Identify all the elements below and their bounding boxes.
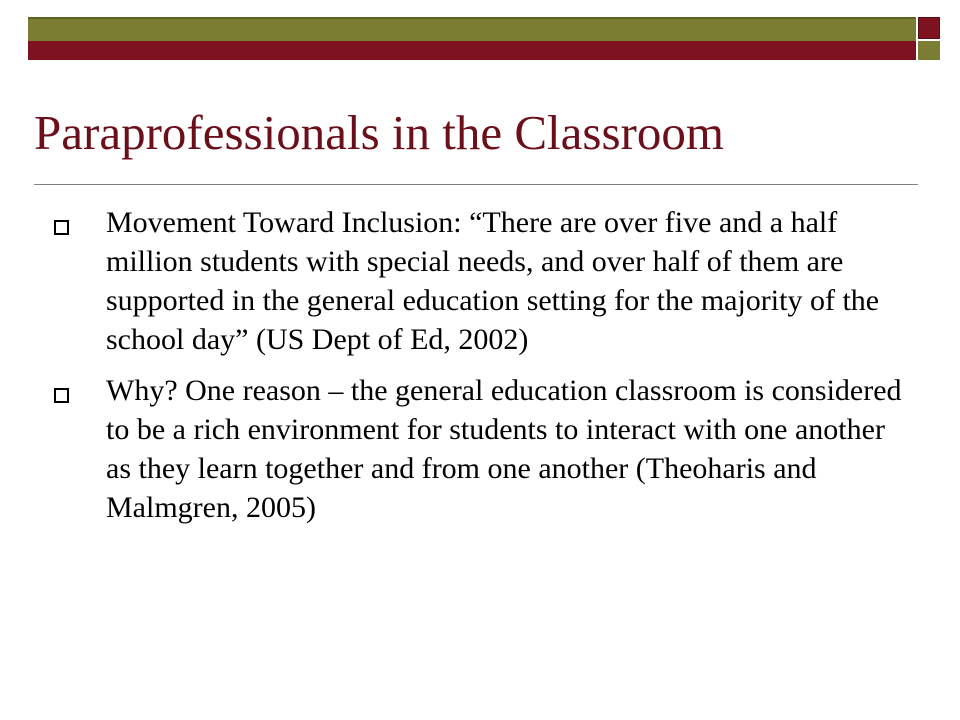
title-divider (34, 184, 918, 185)
hollow-square-bullet-icon (54, 388, 69, 403)
bullet-text: Why? One reason – the general education classroom is considered to be a rich environment for students to interact with one another as they learn together and from one another (Theoharis and Malmgren, 2005) (106, 374, 902, 524)
hollow-square-bullet-icon (54, 220, 69, 235)
bullet-text: Movement Toward Inclusion: “There are over five and a half million students with special needs, and over half of them are supported in the general education setting for the majority of the school day” (US Dept of Ed, 2002) (106, 206, 880, 356)
header-corner-maroon-square (918, 17, 940, 39)
bullet-item-why (54, 371, 914, 527)
bullet-list (54, 203, 914, 539)
header-maroon-bar (28, 41, 916, 60)
slide-title: Paraprofessionals in the Classroom (34, 105, 724, 160)
bullet-item-inclusion (54, 203, 914, 359)
header-olive-bar (28, 17, 916, 41)
header-corner-olive-square (918, 41, 940, 60)
